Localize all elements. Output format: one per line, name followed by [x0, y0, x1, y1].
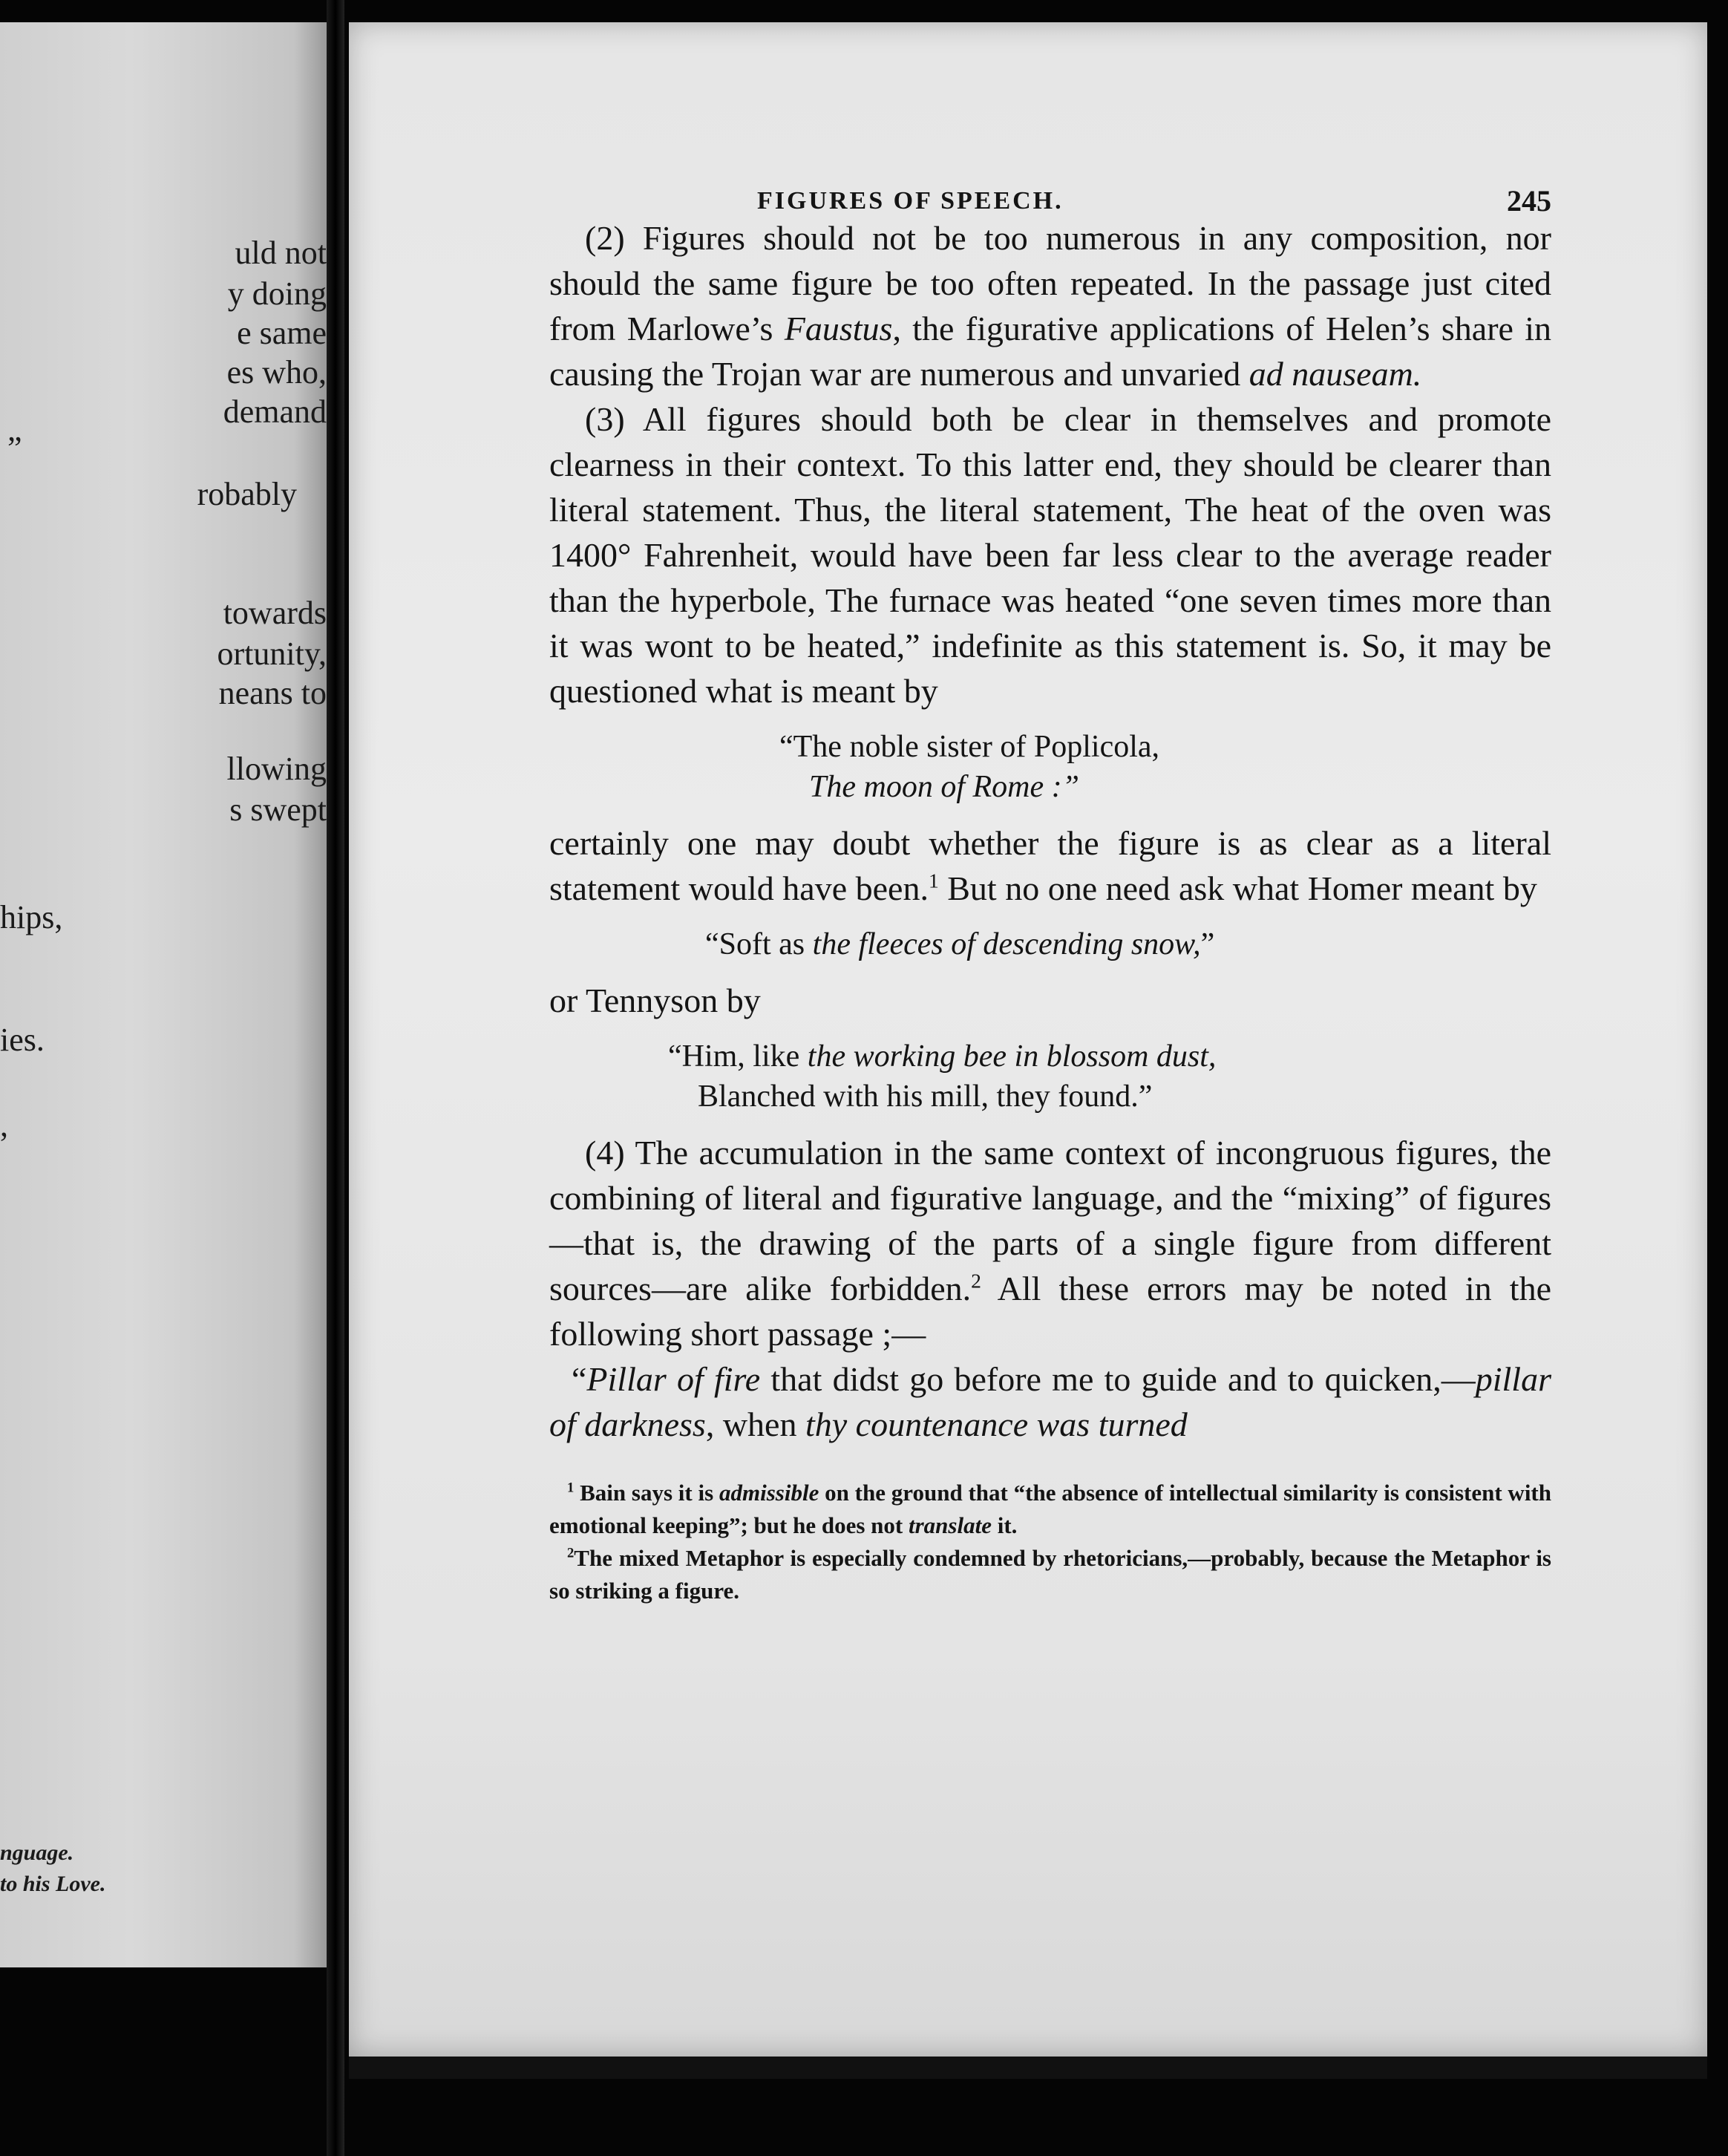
book-page	[349, 22, 1707, 2057]
running-title: FIGURES OF SPEECH.	[757, 187, 1064, 215]
verse-homer	[549, 924, 1551, 964]
left-line: uld not	[235, 235, 327, 271]
tennyson-intro: or Tennyson by	[549, 981, 761, 1019]
paragraph-3: (3) All figures should both be clear in themselves and promote clearness in their context. To this latter end, they should be clearer than literal statement. Thus, the literal statement, The heat of the oven was 1400° Fahrenheit, would have been far less clear to the average reader than the hyperbole, The furnace was heated “one seven times more than it was wont to be heated,” indefinite as this statement is. So, it may be questioned what is meant by	[549, 400, 1551, 710]
left-note: to his Love.	[0, 1872, 106, 1896]
left-line: e same	[237, 315, 327, 351]
footnotes	[549, 1477, 1551, 1607]
left-line: demand	[223, 393, 327, 430]
paragraph-2: (2) Figures should not be too numerous in any composition, nor should the same figure be too often repeated. In the passage just cited from Marlowe’s Faustus, the figurative applications of Helen’s share in causing the Trojan war are numerous and unvaried ad nauseam.	[549, 219, 1552, 393]
left-line: llowing	[226, 751, 327, 787]
verse-line: “Him, like the working bee in blossom dust,	[668, 1039, 1217, 1074]
page-content	[549, 156, 1551, 1607]
left-line: y doing	[227, 275, 327, 312]
footnote-ref: 1	[928, 869, 939, 892]
verse-line: Blanched with his mill, they found.”	[698, 1079, 1153, 1114]
verse-poplicola	[549, 727, 1551, 807]
page-number: 245	[1507, 184, 1551, 218]
left-note: nguage.	[0, 1840, 74, 1865]
verse-line: “The noble sister of Poplicola,	[779, 730, 1160, 764]
footnote-2: $^2$The mixed Metaphor is especially condemned by rhetoricians,—probably, because the Metaphor is so striking a figure.	[549, 1545, 1551, 1604]
left-line: hips,	[0, 899, 63, 935]
left-line: ies.	[0, 1022, 45, 1058]
footnote-1: $^1$ Bain says it is admissible on the ground that “the absence of intellectual similarity is consistent with emotional keeping”; but he does not translate it.	[549, 1480, 1551, 1538]
quoted-passage: “Pillar of fire that didst go before me to guide and to quicken,—pillar of darkness, when thy countenance was turned	[549, 1360, 1551, 1443]
left-line: s swept	[229, 791, 327, 828]
page-bottom-edge	[349, 2057, 1707, 2079]
left-line: ortunity,	[217, 636, 327, 672]
footnote-ref: 2	[971, 1269, 981, 1293]
left-line: ,	[0, 1107, 8, 1143]
book-gutter	[327, 0, 344, 2156]
left-line: ”	[7, 430, 22, 466]
paragraph-after-verse: certainly one may doubt whether the figure is as clear as a literal statement would have been.$^1$ But no one need ask what Homer meant by	[549, 824, 1551, 907]
left-facing-page	[0, 22, 327, 1967]
verse-tennyson	[549, 1036, 1551, 1117]
left-line: robably	[197, 476, 297, 512]
paragraph-4: (4) The accumulation in the same context of incongruous figures, the combining of literal and figurative language, and the “mixing” of figures—that is, the drawing of the parts of a single figure from different sources—are alike forbidden.$^2$ All these errors may be noted in the following short passage ;—	[549, 1134, 1551, 1353]
verse-line: “Soft as the fleeces of descending snow,”	[705, 927, 1215, 961]
left-line: es who,	[226, 354, 327, 391]
left-line: towards	[223, 595, 327, 631]
verse-line: The moon of Rome :”	[809, 770, 1079, 804]
left-line: neans to	[218, 675, 327, 711]
page-header	[549, 156, 1551, 218]
